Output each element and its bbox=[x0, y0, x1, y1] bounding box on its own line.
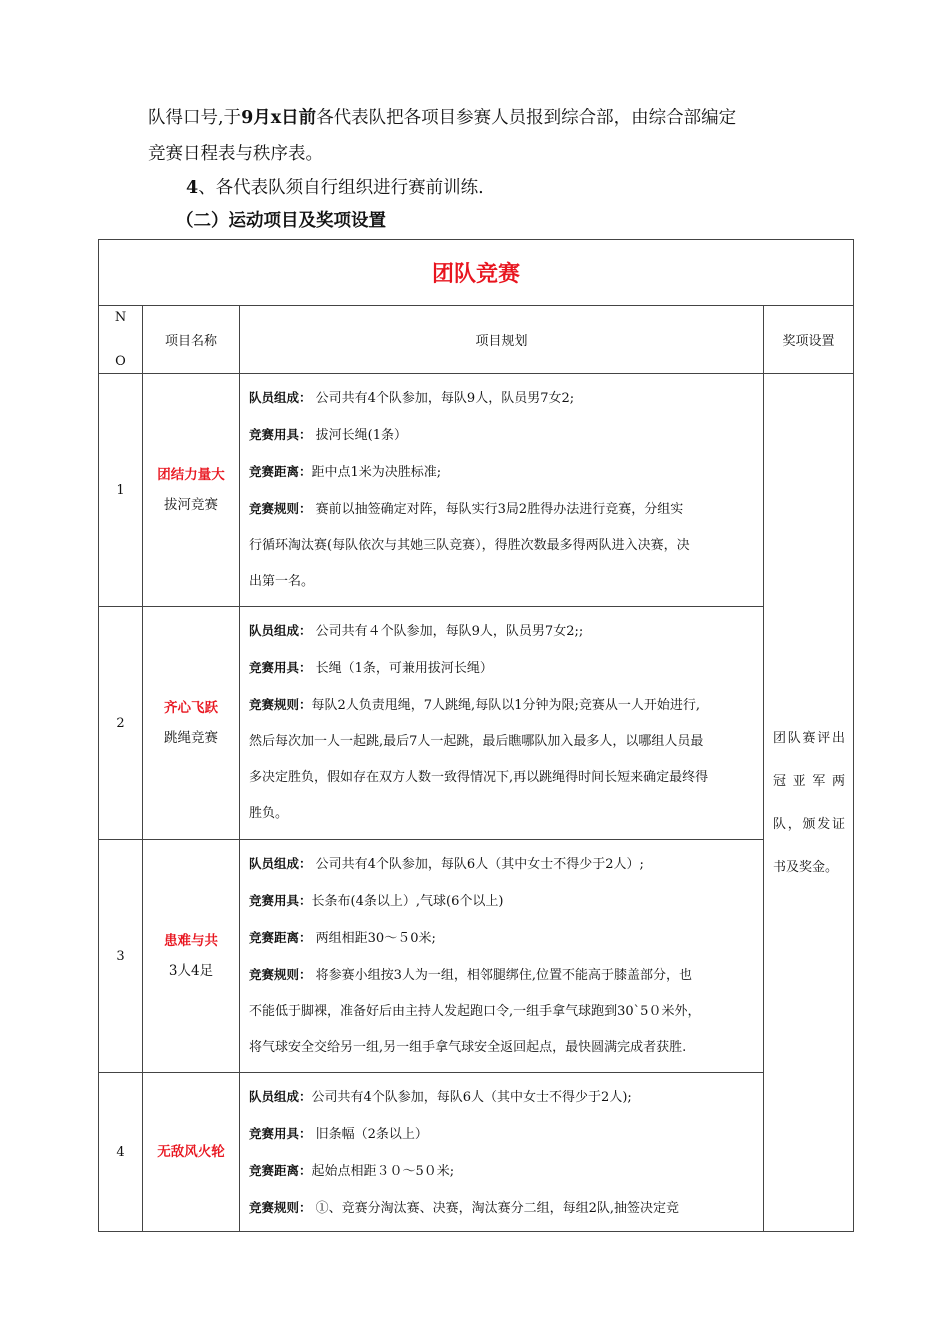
plan-text: 长条布(4条以上）,气球(6个以上) bbox=[311, 894, 504, 909]
row-number: 1 bbox=[99, 374, 143, 607]
event-subtitle: 拔河竞赛 bbox=[164, 497, 218, 513]
plan-text: 不能低于脚裸，准备好后由主持人发起跑口令,一组手拿气球跑到30`5０米外， bbox=[249, 1004, 701, 1019]
plan-text: 胜负。 bbox=[249, 806, 289, 821]
header-no bbox=[99, 306, 143, 374]
plan-text: 公司共有4个队参加，每队6人（其中女士不得少于2人）; bbox=[311, 857, 644, 872]
plan-label: 竞赛规则： bbox=[249, 967, 312, 982]
plan-label: 队员组成： bbox=[249, 1089, 312, 1104]
plan-text: 拔河长绳(1条） bbox=[311, 428, 407, 443]
row-number: 2 bbox=[99, 607, 143, 840]
plan-text: 赛前以抽签确定对阵，每队实行3局2胜得办法进行竞赛，分组实 bbox=[311, 502, 684, 517]
plan-label: 竞赛用具： bbox=[249, 1126, 312, 1141]
event-title: 无敌风火轮 bbox=[157, 1144, 225, 1160]
event-subtitle: 跳绳竞赛 bbox=[164, 730, 218, 746]
award-setting: 团队赛评出冠亚军两队，颁发证书及奖金。 bbox=[764, 374, 854, 1232]
section-heading: （二）运动项目及奖项设置 bbox=[176, 211, 386, 231]
plan-label: 竞赛用具： bbox=[249, 427, 312, 442]
plan-label: 竞赛用具： bbox=[249, 660, 312, 675]
item-number: 4 bbox=[186, 178, 199, 198]
plan-text: 距中点1米为决胜标准; bbox=[311, 465, 442, 480]
intro-line-2: 竞赛日程表与秩序表。 bbox=[148, 144, 323, 164]
plan-text: 公司共有４个队参加，每队9人，队员男7女2;; bbox=[311, 624, 584, 639]
intro-date: 9月x日前 bbox=[241, 108, 317, 128]
event-subtitle: 3人4足 bbox=[168, 963, 214, 979]
plan-text: 长绳（1条，可兼用拔河长绳） bbox=[311, 661, 493, 676]
header-no-n: N bbox=[114, 309, 127, 325]
header-no-o: O bbox=[115, 353, 126, 369]
plan-text: 然后每次加一人一起跳,最后7人一起跳，最后瞧哪队加入最多人，以哪组人员最 bbox=[249, 734, 704, 749]
plan-label: 竞赛距离： bbox=[249, 464, 312, 479]
plan-label: 队员组成： bbox=[249, 390, 312, 405]
table-row bbox=[99, 607, 854, 840]
plan-label: 竞赛距离： bbox=[249, 1163, 312, 1178]
plan-text: 行循环淘汰赛(每队依次与其她三队竞赛），得胜次数最多得两队进入决赛，决 bbox=[249, 538, 690, 553]
table-row bbox=[99, 1073, 854, 1232]
intro-text: 、各代表队须自行组织进行赛前训练. bbox=[198, 178, 484, 198]
plan-text: 公司共有4个队参加，每队9人，队员男7女2; bbox=[311, 391, 575, 406]
header-name: 项目名称 bbox=[143, 306, 240, 374]
event-name bbox=[143, 607, 240, 840]
table-row bbox=[99, 374, 854, 607]
plan-text: 公司共有4个队参加，每队6人（其中女士不得少于2人); bbox=[311, 1090, 632, 1105]
event-name bbox=[143, 840, 240, 1073]
event-title: 齐心飞跃 bbox=[164, 700, 218, 716]
plan-label: 竞赛用具： bbox=[249, 893, 312, 908]
event-title: 团结力量大 bbox=[157, 467, 225, 483]
intro-text: 各代表队把各项目参赛人员报到综合部，由综合部编定 bbox=[316, 108, 737, 128]
plan-label: 竞赛规则： bbox=[249, 1200, 312, 1215]
intro-line-1 bbox=[148, 110, 736, 128]
plan-text: 将参赛小组按3人为一组，相邻腿绑住,位置不能高于膝盖部分，也 bbox=[311, 968, 693, 983]
event-plan bbox=[240, 607, 764, 840]
plan-text: 将气球安全交给另一组,另一组手拿气球安全返回起点，最快圆满完成者获胜. bbox=[249, 1040, 687, 1055]
table-title: 团队竞赛 bbox=[99, 240, 854, 306]
plan-text: ①、竞赛分淘汰赛、决赛，淘汰赛分二组，每组2队,抽签决定竞 bbox=[311, 1201, 680, 1216]
plan-label: 队员组成： bbox=[249, 856, 312, 871]
plan-text: 出第一名。 bbox=[249, 574, 315, 589]
plan-text: 旧条幅（2条以上） bbox=[311, 1127, 428, 1142]
plan-label: 竞赛规则： bbox=[249, 501, 312, 516]
plan-label: 队员组成： bbox=[249, 623, 312, 638]
intro-text: 队得口号,于 bbox=[148, 108, 242, 128]
plan-text: 起始点相距３０～5０米; bbox=[311, 1164, 455, 1179]
event-title: 患难与共 bbox=[164, 933, 218, 949]
plan-text: 多决定胜负，假如存在双方人数一致得情况下,再以跳绳得时间长短来确定最终得 bbox=[249, 770, 709, 785]
row-number: 4 bbox=[99, 1073, 143, 1232]
event-plan bbox=[240, 1073, 764, 1232]
row-number: 3 bbox=[99, 840, 143, 1073]
plan-text: 每队2人负责甩绳，7人跳绳,每队以1分钟为限;竞赛从一人开始进行, bbox=[311, 698, 700, 713]
intro-line-3 bbox=[186, 180, 484, 198]
event-plan bbox=[240, 374, 764, 607]
plan-label: 竞赛规则： bbox=[249, 697, 312, 712]
event-name bbox=[143, 374, 240, 607]
table-row bbox=[99, 840, 854, 1073]
header-award: 奖项设置 bbox=[764, 306, 854, 374]
plan-label: 竞赛距离： bbox=[249, 930, 312, 945]
header-plan: 项目规划 bbox=[240, 306, 764, 374]
event-plan bbox=[240, 840, 764, 1073]
events-table bbox=[98, 239, 854, 1232]
event-name bbox=[143, 1073, 240, 1232]
plan-text: 两组相距30～５0米; bbox=[311, 931, 436, 946]
